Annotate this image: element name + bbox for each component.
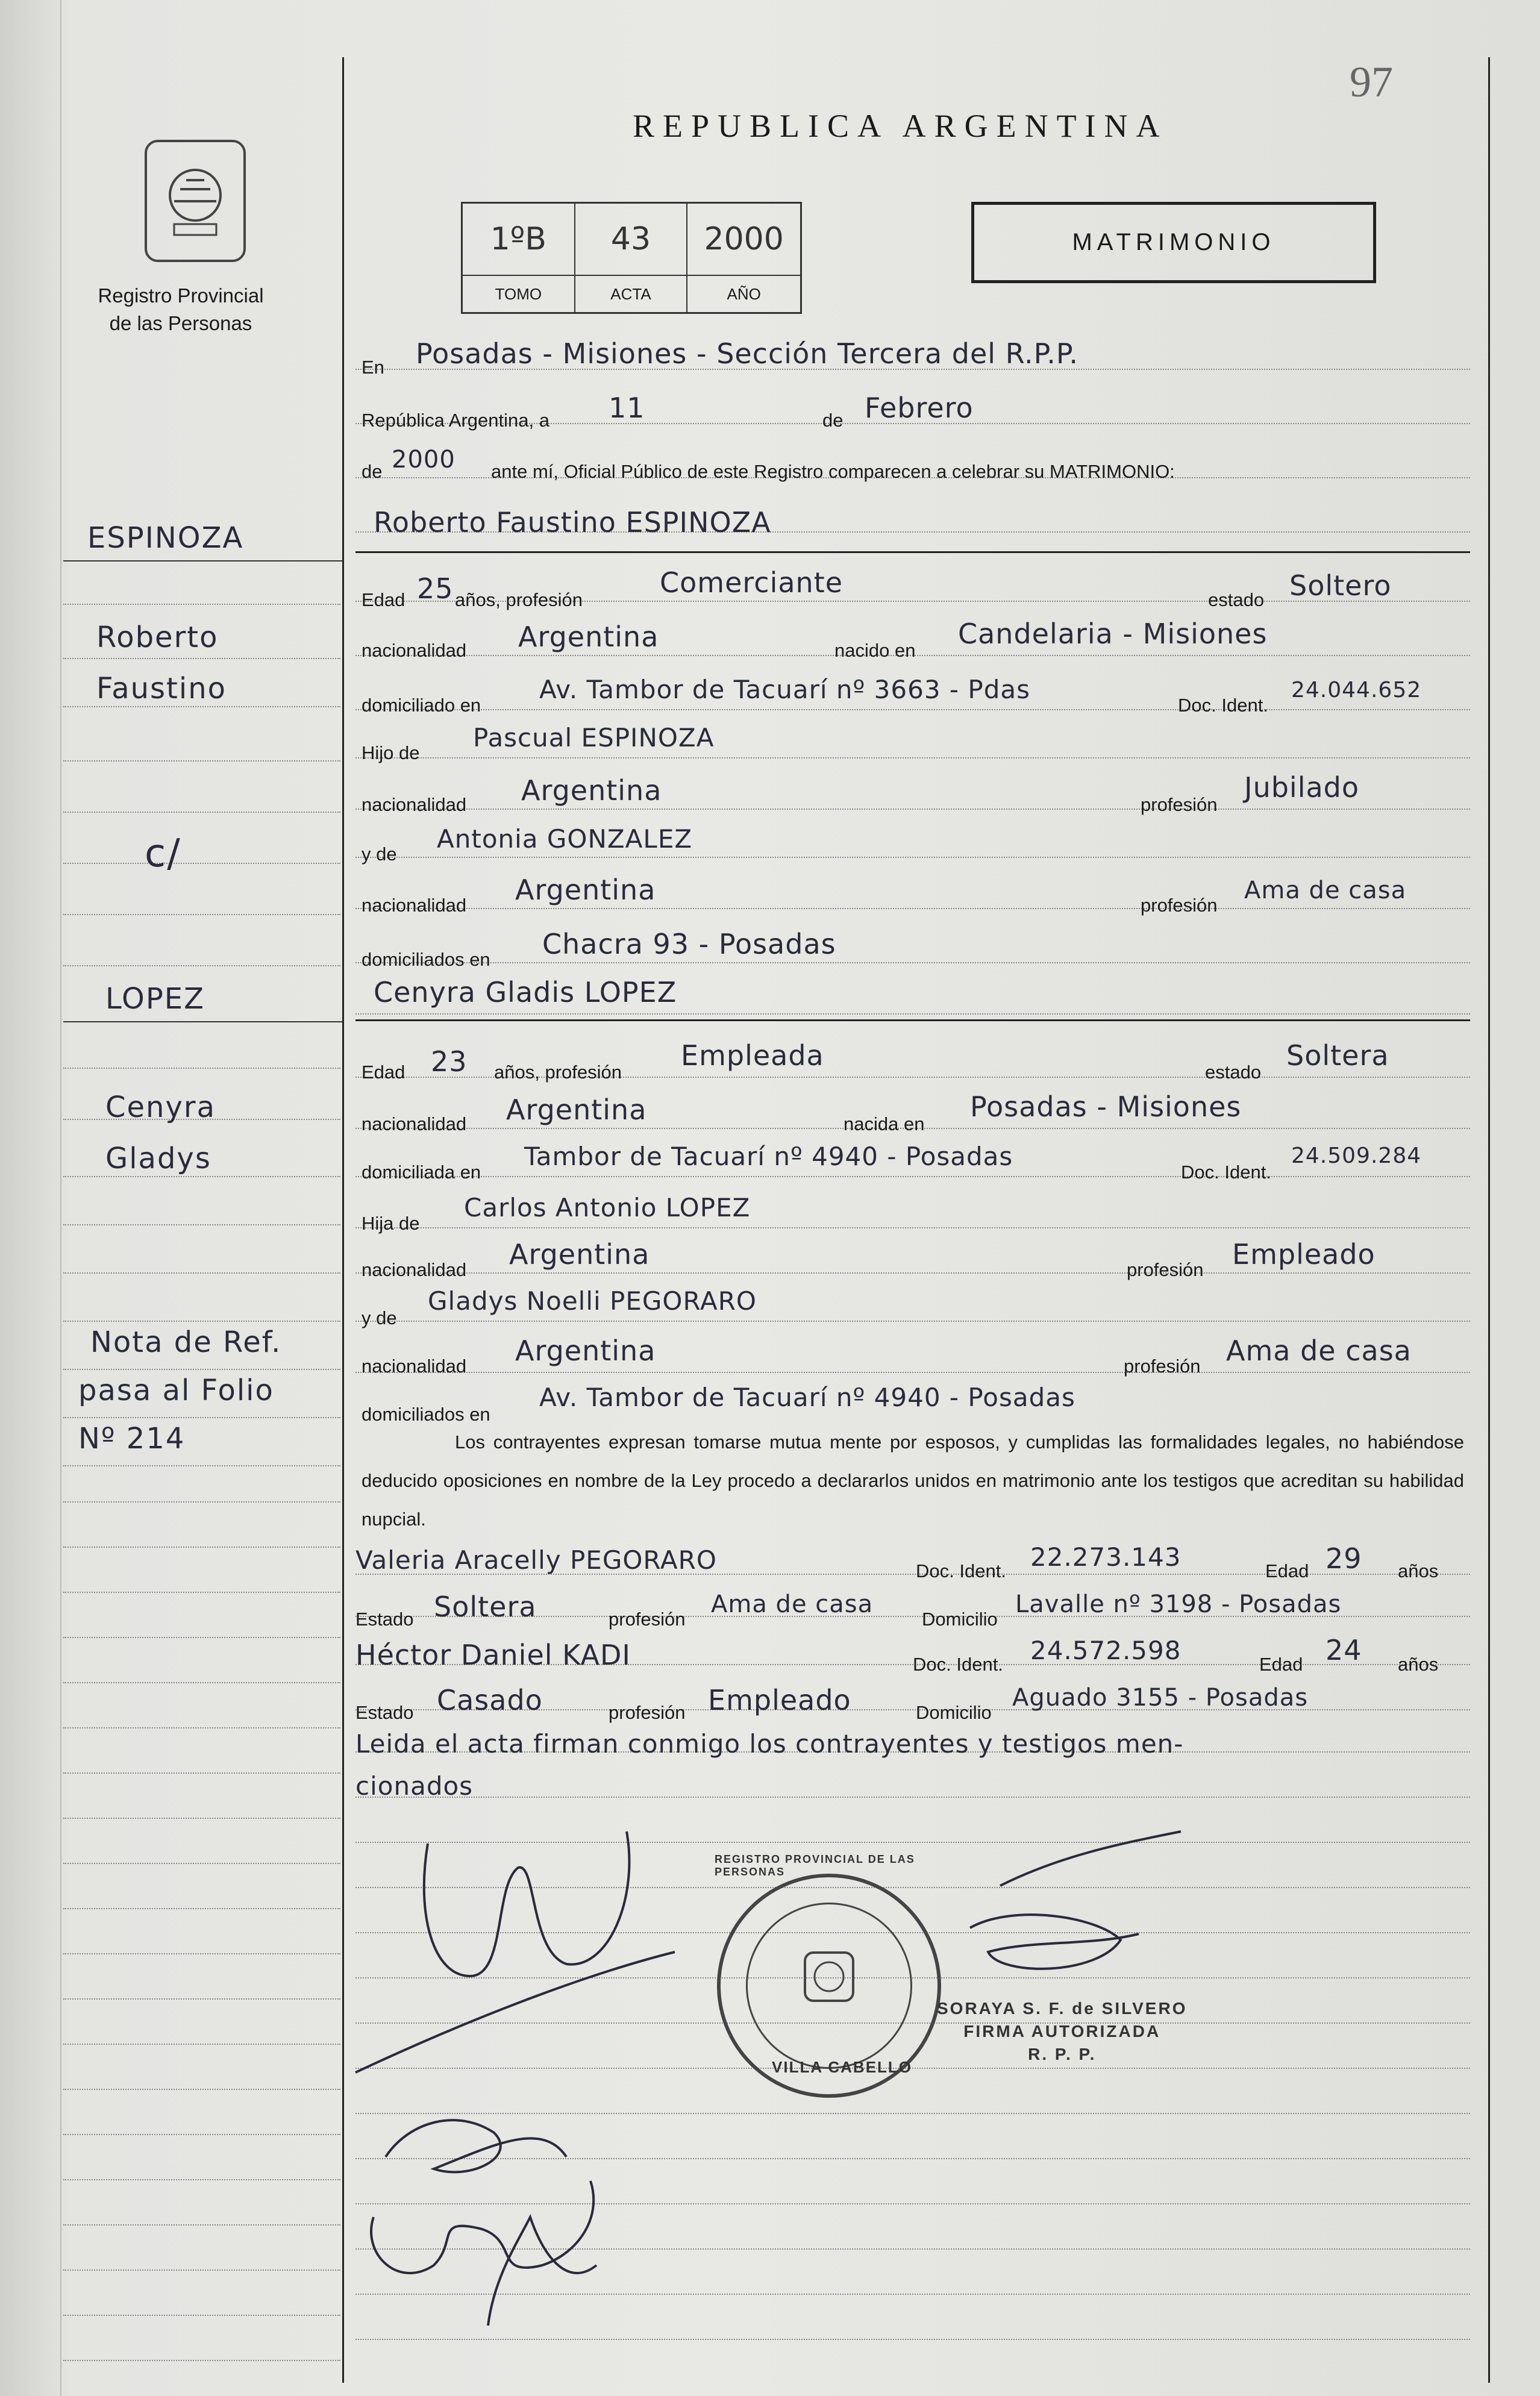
stamp-text-top: REGISTRO PROVINCIAL DE LAS PERSONAS: [715, 1853, 915, 1878]
bride-section-rule: [355, 1019, 1470, 1021]
margin-note-line-1: Nota de Ref.: [90, 1325, 282, 1359]
groom-status: Soltero: [1289, 569, 1392, 602]
label-w2-domicilio: Domicilio: [916, 1702, 992, 1723]
witness1-name: Valeria Aracelly PEGORARO: [355, 1545, 717, 1575]
label-w2-estado: Estado: [355, 1702, 414, 1723]
bride-father: Carlos Antonio LOPEZ: [464, 1193, 751, 1222]
label-bride-nacida: nacida en: [844, 1113, 925, 1134]
witness2-age: 24: [1326, 1634, 1362, 1666]
groom-mother-profession: Ama de casa: [1244, 877, 1407, 904]
groom-father-profession: Jubilado: [1244, 771, 1360, 804]
official-title: FIRMA AUTORIZADA: [963, 2022, 1161, 2041]
bride-address: Tambor de Tacuarí nº 4940 - Posadas: [524, 1142, 1013, 1171]
margin-groom-name-2: Faustino: [96, 672, 227, 705]
outer-left-edge: [60, 0, 61, 2396]
stamp-text-bottom: VILLA CABELLO: [772, 2058, 913, 2076]
witness1-status: Soltera: [434, 1591, 537, 1623]
label-bride-nacionalidad: nacionalidad: [362, 1113, 467, 1134]
groom-full-name: Roberto Faustino ESPINOZA: [374, 506, 771, 539]
label-groom-estado: estado: [1208, 589, 1265, 610]
groom-section-rule: [355, 551, 1470, 553]
label-bride-anios-profesion: años, profesión: [494, 1062, 622, 1083]
witness2-address: Aguado 3155 - Posadas: [1012, 1684, 1309, 1712]
witness2-name: Héctor Daniel KADI: [355, 1639, 631, 1671]
label-w1-edad: Edad: [1265, 1560, 1309, 1581]
province-emblem-icon: [145, 140, 246, 262]
groom-address: Av. Tambor de Tacuarí nº 3663 - Pdas: [539, 675, 1031, 704]
closing-line-2: cionados: [355, 1771, 474, 1801]
margin-bride-surname: LOPEZ: [105, 982, 205, 1016]
bride-mother: Gladys Noelli PEGORARO: [428, 1286, 757, 1316]
label-groom-mother-nac: nacionalidad: [362, 895, 467, 916]
bride-age: 23: [431, 1045, 468, 1078]
act-place: Posadas - Misiones - Sección Tercera del R.P.P.: [416, 337, 1079, 370]
margin-bride-name-2: Gladys: [105, 1142, 211, 1175]
margin-groom-surname: ESPINOZA: [87, 521, 244, 555]
bride-father-profession: Empleado: [1232, 1238, 1376, 1271]
label-w1-estado: Estado: [355, 1609, 414, 1630]
groom-father-nationality: Argentina: [521, 774, 662, 807]
groom-profession: Comerciante: [660, 566, 844, 599]
label-groom-edad: Edad: [362, 589, 405, 610]
groom-age: 25: [417, 572, 454, 605]
acta-value: 43: [575, 204, 688, 276]
witness2-doc: 24.572.598: [1030, 1636, 1182, 1665]
anio-label: AÑO: [727, 284, 761, 303]
bride-mother-profession: Ama de casa: [1226, 1334, 1412, 1367]
label-bride-mother-nac: nacionalidad: [362, 1356, 467, 1377]
declaration-paragraph: Los contrayentes expresan tomarse mutua mente por esposos, y cumplidas las formalidades legales, no habiéndose deducido oposiciones en nombre de la Ley procedo a declararlos unidos en matrimonio ante los testigos que acreditan su habilidad nupcial.: [362, 1431, 1464, 1530]
witness2-status: Casado: [437, 1684, 543, 1716]
witness2-profession: Empleado: [708, 1684, 851, 1716]
label-groom-nacido: nacido en: [834, 640, 916, 661]
label-groom-nacionalidad: nacionalidad: [362, 640, 467, 661]
act-year: 2000: [392, 446, 455, 474]
registry-line-2: de las Personas: [109, 312, 252, 334]
tomo-value: 1ºB: [463, 204, 575, 276]
label-groom-hijo: Hijo de: [362, 742, 420, 763]
label-bride-estado: estado: [1205, 1062, 1262, 1083]
label-bride-domiciliada: domiciliada en: [362, 1162, 481, 1183]
witness1-doc: 22.273.143: [1030, 1542, 1182, 1572]
closing-line-1: Leida el acta firman conmigo los contrayentes y testigos men-: [355, 1729, 1184, 1759]
registry-name: [90, 282, 271, 337]
bride-status: Soltera: [1286, 1039, 1389, 1072]
tomo-label: TOMO: [463, 276, 575, 312]
label-bride-hija: Hija de: [362, 1213, 420, 1234]
label-groom-father-nac: nacionalidad: [362, 794, 467, 815]
groom-mother: Antonia GONZALEZ: [437, 824, 693, 854]
official-name: SORAYA S. F. de SILVERO: [937, 1999, 1188, 2018]
page-title: REPUBLICA ARGENTINA: [633, 108, 1168, 144]
bride-full-name: Cenyra Gladis LOPEZ: [374, 976, 677, 1009]
label-w1-anios: años: [1398, 1560, 1439, 1581]
label-bride-father-nac: nacionalidad: [362, 1259, 467, 1280]
margin-note-line-3: Nº 214: [78, 1422, 186, 1456]
label-de-month: de: [822, 410, 844, 431]
anio-value: 2000: [687, 204, 800, 276]
act-month: Febrero: [865, 392, 974, 424]
label-bride-mother-prof: profesión: [1124, 1356, 1201, 1377]
groom-nationality: Argentina: [518, 621, 659, 653]
page-number: 97: [1350, 58, 1393, 106]
groom-parents-address: Chacra 93 - Posadas: [542, 928, 836, 960]
label-w2-anios: años: [1398, 1654, 1439, 1675]
registry-stamp: [715, 1853, 941, 2098]
bride-nationality: Argentina: [506, 1093, 647, 1126]
witness1-profession: Ama de casa: [711, 1591, 874, 1618]
groom-doc: 24.044.652: [1291, 678, 1422, 702]
groom-mother-nationality: Argentina: [515, 874, 656, 906]
acta-label: ACTA: [575, 276, 688, 312]
right-page-border: [1488, 57, 1490, 2383]
witness1-address: Lavalle nº 3198 - Posadas: [1015, 1591, 1342, 1618]
label-groom-domiciliado: domiciliado en: [362, 695, 481, 716]
margin-bride-name-1: Cenyra: [105, 1090, 216, 1124]
record-type-box: MATRIMONIO: [971, 202, 1376, 283]
label-w2-profesion: profesión: [609, 1702, 686, 1723]
label-groom-anios-profesion: años, profesión: [455, 589, 583, 610]
margin-with: c/: [145, 831, 181, 876]
margin-separator-1: [63, 560, 342, 561]
label-groom-domiciliados: domiciliados en: [362, 949, 490, 970]
act-day: 11: [609, 392, 645, 424]
margin-groom-name-1: Roberto: [96, 621, 219, 654]
groom-birthplace: Candelaria - Misiones: [958, 618, 1268, 650]
tomo-acta-anio-box: [461, 202, 802, 314]
label-groom-mother-prof: profesión: [1141, 895, 1218, 916]
label-ante-mi: ante mí, Oficial Público de este Registro comparecen a celebrar su MATRIMONIO:: [491, 461, 1175, 482]
bride-profession: Empleada: [681, 1039, 824, 1072]
label-w2-edad: Edad: [1259, 1654, 1303, 1675]
label-bride-edad: Edad: [362, 1062, 405, 1083]
authorized-signature-block: [937, 1997, 1187, 2066]
witness1-age: 29: [1326, 1542, 1362, 1575]
official-entity: R. P. P.: [1028, 2045, 1097, 2063]
label-de-year: de: [362, 461, 383, 482]
label-w1-profesion: profesión: [609, 1609, 686, 1630]
label-bride-father-prof: profesión: [1127, 1259, 1204, 1280]
groom-father: Pascual ESPINOZA: [473, 723, 715, 752]
bride-father-nationality: Argentina: [509, 1238, 650, 1271]
bride-birthplace: Posadas - Misiones: [970, 1090, 1242, 1123]
label-groom-doc: Doc. Ident.: [1178, 695, 1268, 716]
label-w1-doc: Doc. Ident.: [916, 1560, 1006, 1581]
margin-separator-2: [63, 1021, 342, 1022]
label-republica: República Argentina, a: [362, 410, 549, 431]
label-bride-doc: Doc. Ident.: [1181, 1162, 1271, 1183]
label-w1-domicilio: Domicilio: [922, 1609, 998, 1630]
registry-line-1: Registro Provincial: [98, 284, 264, 307]
bride-mother-nationality: Argentina: [515, 1334, 656, 1367]
label-bride-y-de: y de: [362, 1307, 397, 1328]
label-bride-domiciliados: domiciliados en: [362, 1404, 490, 1425]
label-groom-father-prof: profesión: [1141, 794, 1218, 815]
bride-parents-address: Av. Tambor de Tacuarí nº 4940 - Posadas: [539, 1383, 1075, 1412]
label-en: En: [362, 357, 384, 378]
label-groom-y-de: y de: [362, 843, 397, 865]
label-w2-doc: Doc. Ident.: [913, 1654, 1003, 1675]
bride-doc: 24.509.284: [1291, 1143, 1422, 1168]
margin-note-line-2: pasa al Folio: [78, 1374, 274, 1407]
